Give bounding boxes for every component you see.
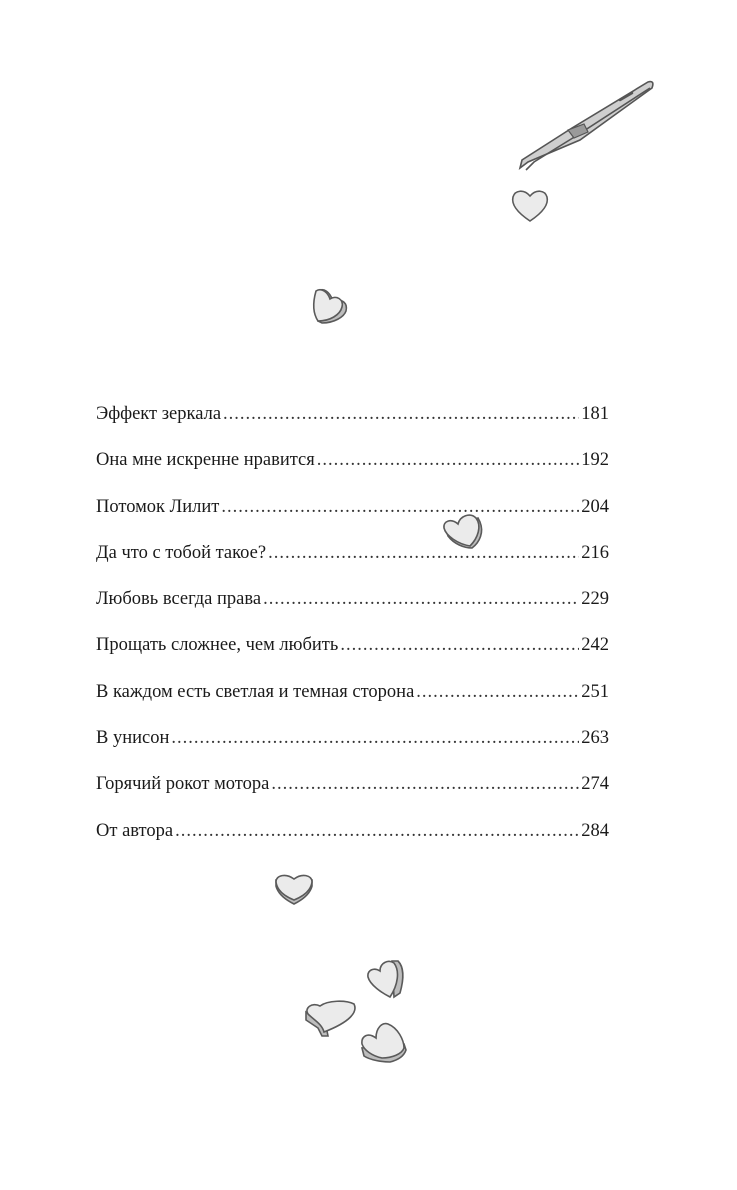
toc-entry-page: 284 [581, 820, 609, 841]
heart-icon [508, 185, 552, 225]
toc-entry-page: 181 [581, 404, 609, 424]
toc-entry-page: 274 [581, 774, 609, 795]
toc-entry-page: 251 [581, 681, 609, 702]
toc-entry-title: Эффект зеркала [96, 404, 222, 424]
toc-entry[interactable] [96, 631, 609, 677]
toc-dot-leader [340, 631, 579, 659]
heart-icon [272, 870, 316, 908]
toc-entry-title: Потомок Лилит [96, 496, 220, 517]
table-of-contents [96, 400, 609, 863]
toc-entry-page: 263 [581, 728, 609, 749]
toc-entry[interactable] [96, 678, 609, 724]
toc-entry-title: Она мне искренне нравится [96, 450, 315, 471]
toc-entry-page: 216 [581, 542, 609, 563]
toc-dot-leader [416, 678, 579, 706]
heart-icon [362, 955, 410, 1003]
toc-dot-leader [223, 400, 579, 428]
toc-dot-leader [175, 817, 579, 845]
toc-entry-page: 229 [581, 589, 609, 610]
toc-dot-leader [221, 493, 579, 521]
toc-entry[interactable] [96, 539, 609, 585]
heart-icon [358, 1018, 410, 1066]
toc-entry-title: Горячий рокот мотора [96, 774, 270, 795]
toc-entry[interactable] [96, 400, 609, 446]
toc-entry-title: В каждом есть светлая и темная сторона [96, 681, 415, 702]
toc-entry-page: 242 [581, 635, 609, 656]
toc-dot-leader [268, 539, 579, 567]
toc-entry-title: В унисон [96, 728, 170, 749]
toc-entry[interactable] [96, 446, 609, 492]
toc-entry-title: От автора [96, 820, 174, 841]
toc-dot-leader [271, 770, 579, 798]
toc-entry[interactable] [96, 585, 609, 631]
toc-entry-title: Любовь всегда права [96, 589, 262, 610]
toc-entry-title: Прощать сложнее, чем любить [96, 635, 339, 656]
heart-icon [302, 998, 360, 1040]
toc-entry-title: Да что с тобой такое? [96, 542, 267, 563]
toc-dot-leader [317, 446, 579, 474]
toc-entry[interactable] [96, 817, 609, 863]
toc-dot-leader [171, 724, 579, 752]
toc-entry-page: 192 [581, 450, 609, 471]
toc-entry[interactable] [96, 493, 609, 539]
toc-entry-page: 204 [581, 496, 609, 517]
toc-entry[interactable] [96, 770, 609, 816]
toc-dot-leader [263, 585, 579, 613]
toc-entry[interactable] [96, 724, 609, 770]
heart-icon [308, 285, 352, 327]
tweezers-icon [510, 76, 660, 176]
